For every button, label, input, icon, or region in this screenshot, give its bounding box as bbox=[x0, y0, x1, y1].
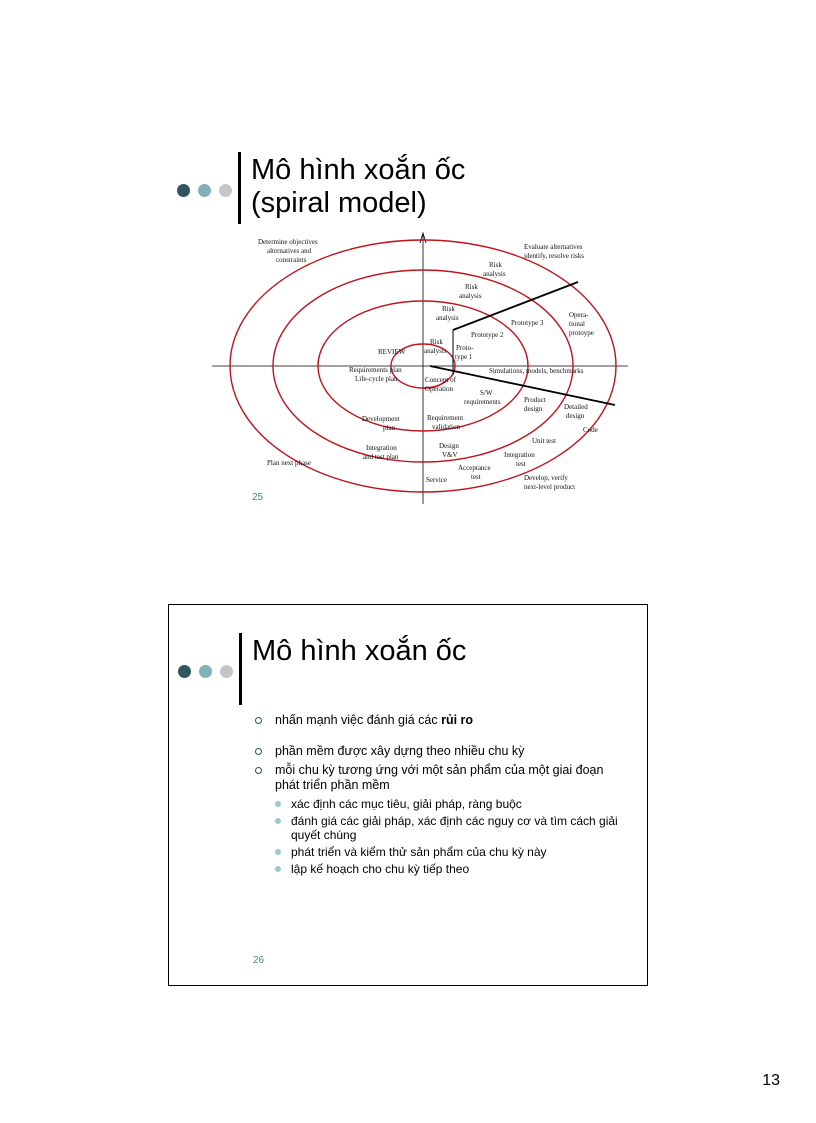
label-sw-1: S/W bbox=[480, 389, 493, 397]
label-opera-1: Opera- bbox=[569, 311, 589, 319]
bullet-text: nhấn mạnh việc đánh giá các bbox=[275, 713, 442, 727]
label-sw-2: requirements bbox=[464, 398, 501, 406]
label-risk-3: Risk bbox=[465, 283, 478, 291]
decorative-dots bbox=[178, 665, 238, 679]
label-service: Service bbox=[426, 476, 447, 484]
slide-number: 25 bbox=[252, 492, 264, 503]
label-accept-1: Acceptance bbox=[458, 464, 491, 472]
label-lifecycle: Life-cycle plan bbox=[355, 375, 398, 383]
label-analysis-1: analysis bbox=[424, 347, 447, 355]
label-risk-2: Risk bbox=[442, 305, 455, 313]
label-plan-next: Plan next phase bbox=[267, 459, 311, 467]
label-integ-2: and test plan bbox=[363, 453, 399, 461]
label-evaluate: Evaluate alternatives bbox=[524, 243, 583, 251]
label-reqval-1: Requirement bbox=[427, 414, 464, 422]
dot-icon bbox=[178, 665, 191, 678]
slide-number: 26 bbox=[253, 955, 265, 966]
dot-icon bbox=[199, 665, 212, 678]
label-code: Code bbox=[583, 426, 598, 434]
label-inttest-1: Integration bbox=[504, 451, 535, 459]
label-unit-test: Unit test bbox=[532, 437, 556, 445]
label-analysis-4: analysis bbox=[483, 270, 506, 278]
dot-icon bbox=[198, 184, 211, 197]
label-determine: Determine objectives bbox=[258, 238, 318, 246]
label-accept-2: test bbox=[471, 473, 481, 481]
label-analysis-3: analysis bbox=[459, 292, 482, 300]
sub-bullet-item: đánh giá các giải pháp, xác định các nguy cơ và tìm cách giải quyết chúng bbox=[255, 814, 625, 842]
dot-icon bbox=[220, 665, 233, 678]
bullet-bold-text: rủi ro bbox=[441, 713, 474, 727]
bullet-item bbox=[255, 713, 625, 728]
label-simulations: Simulations, models, benchmarks bbox=[489, 367, 584, 375]
bullet-item: phần mềm được xây dựng theo nhiều chu kỳ bbox=[255, 744, 625, 759]
label-develop-2: next-level product bbox=[524, 483, 576, 491]
decorative-dots bbox=[177, 184, 237, 198]
label-determine-3: constraints bbox=[276, 256, 307, 264]
label-proto-1a: Proto- bbox=[456, 344, 474, 352]
bullet-list bbox=[255, 713, 625, 879]
label-opera-2: tional bbox=[569, 320, 585, 328]
spiral-diagram bbox=[208, 229, 628, 504]
label-determine-2: alternatives and bbox=[267, 247, 312, 255]
dot-icon bbox=[177, 184, 190, 197]
label-design-2: V&V bbox=[442, 451, 458, 459]
label-reqval-2: validation bbox=[432, 423, 460, 431]
label-integ-1: Integration bbox=[366, 444, 397, 452]
title-divider bbox=[239, 633, 242, 705]
label-risk-4: Risk bbox=[489, 261, 502, 269]
label-design-1: Design bbox=[439, 442, 459, 450]
sub-bullet-item: phát triển và kiểm thử sản phẩm của chu kỳ này bbox=[255, 845, 625, 859]
slide-25 bbox=[168, 124, 648, 506]
label-product-2: design bbox=[524, 405, 543, 413]
dot-icon bbox=[219, 184, 232, 197]
label-opera-3: protoype bbox=[569, 329, 594, 337]
slide-title: Mô hình xoắn ốc bbox=[252, 635, 467, 667]
sub-bullet-item: xác định các mục tiêu, giải pháp, ràng buộc bbox=[255, 797, 625, 811]
label-proto-1b: type 1 bbox=[455, 353, 473, 361]
label-evaluate-2: identify, resolve risks bbox=[524, 252, 585, 260]
label-prototype-3: Prototype 3 bbox=[511, 319, 544, 327]
label-req-plan: Requirements plan bbox=[349, 366, 402, 374]
label-concept-2: Operation bbox=[425, 385, 453, 393]
label-review: REVIEW bbox=[378, 348, 406, 356]
label-inttest-2: test bbox=[516, 460, 526, 468]
label-dev-1: Development bbox=[362, 415, 400, 423]
label-risk-1: Risk bbox=[430, 338, 443, 346]
label-analysis-2: analysis bbox=[436, 314, 459, 322]
sub-bullet-item: lập kế hoạch cho chu kỳ tiếp theo bbox=[255, 862, 625, 876]
label-dev-2: plan bbox=[383, 424, 396, 432]
label-prototype-2: Prototype 2 bbox=[471, 331, 504, 339]
title-divider bbox=[238, 152, 241, 224]
bullet-item: mỗi chu kỳ tương ứng với một sản phẩm của một giai đoạn phát triển phần mềm bbox=[255, 763, 625, 793]
label-concept-1: Concept of bbox=[425, 376, 456, 384]
label-detailed-1: Detailed bbox=[564, 403, 588, 411]
page-number: 13 bbox=[762, 1072, 780, 1089]
label-detailed-2: design bbox=[566, 412, 585, 420]
slide-26 bbox=[168, 604, 648, 986]
label-develop-1: Develop, verify bbox=[524, 474, 568, 482]
label-product-1: Product bbox=[524, 396, 546, 404]
slide-title: Mô hình xoắn ốc (spiral model) bbox=[251, 154, 466, 219]
